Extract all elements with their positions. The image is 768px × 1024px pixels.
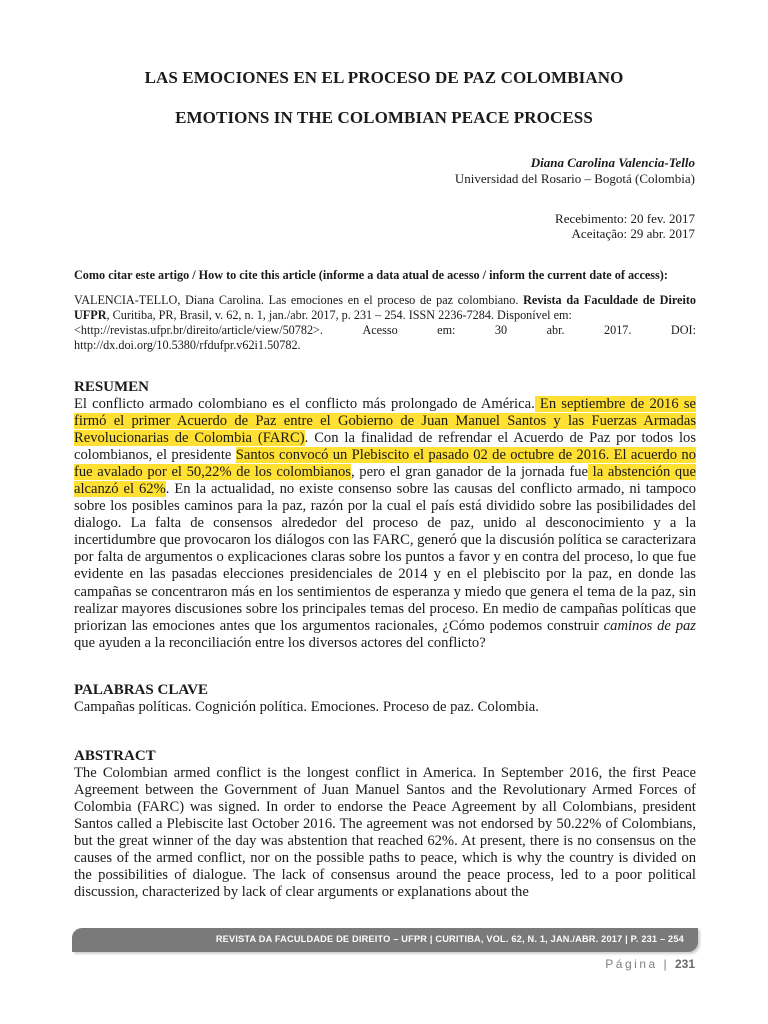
- abstract-text: The Colombian armed conflict is the longest conflict in America. In September 2016, the first Peace Agreement between the Government of Juan Manuel Santos and the Revolutionary Armed Forces of Colombia (FARC) was signed. In order to endorse the Peace Agreement by all Colombians, president Santos called a Plebiscite last October 2016. The agreement was not endorsed by 50.22% of Colombians, but the great winner of the day was abstention that reached 62%. At present, there is no consensus on the causes of the armed conflict, nor on the possible paths to peace, which is why the country is divided on the possibilities of dialogue. The lack of consensus around the peace process, led to a poor political discussion, characterized by lack of clear arguments or explanations about the: [74, 765, 696, 901]
- citation-word: abr.: [546, 323, 565, 337]
- resumen-section: [74, 378, 696, 652]
- resumen-text: El conflicto armado colombiano es el conflicto más prolongado de América.: [74, 396, 535, 412]
- page-label: Página |: [605, 957, 670, 971]
- citation-word: 30: [494, 323, 508, 337]
- resumen-text: , pero el gran ganador de la jornada fue: [350, 464, 588, 481]
- highlight-plebiscite: Santos convocó un Plebiscito el pasado 02 de octubre de 2016. El acuerdo no fue avalado por el 50,22% de los colombianos: [74, 447, 696, 481]
- citation-word: Acesso: [362, 323, 398, 337]
- resumen-heading: RESUMEN: [74, 379, 150, 395]
- title-spanish: LAS EMOCIONES EN EL PROCESO DE PAZ COLOMBIANO: [144, 68, 624, 87]
- abstract-heading: ABSTRACT: [74, 748, 156, 764]
- abstract-section: [74, 747, 696, 901]
- citation-part2: , Curitiba, PR, Brasil, v. 62, n. 1, jan./abr. 2017, p. 231 – 254. ISSN 2236-7284. Disponível em:: [106, 308, 572, 322]
- submission-dates: [555, 211, 695, 241]
- citation-url[interactable]: <http://revistas.ufpr.br/direito/article/view/50782>.: [74, 323, 323, 337]
- accepted-date: Aceitação: 29 abr. 2017: [571, 226, 695, 241]
- received-date: Recebimento: 20 fev. 2017: [555, 211, 695, 226]
- highlight-agreement: En septiembre de 2016 se firmó el primer Acuerdo de Paz entre el Gobierno de Juan Manuel Santos y las Fuerzas Armadas Revolucionarias de Colombia (FARC): [74, 396, 696, 447]
- resumen-text: que ayuden a la reconciliación entre los diversos actores del conflicto?: [74, 634, 486, 651]
- citation-reference: [74, 293, 696, 353]
- resumen-text: . Con la finalidad de refrendar el Acuerdo de Paz por todos los colombianos, el presidente: [74, 430, 697, 464]
- keywords-text: Campañas políticas. Cognición política. Emociones. Proceso de paz. Colombia.: [74, 699, 539, 715]
- citation-url-line: [74, 323, 696, 338]
- citation-word: em:: [437, 323, 456, 337]
- keywords-section: [74, 681, 696, 716]
- title-english: EMOTIONS IN THE COLOMBIAN PEACE PROCESS: [175, 108, 593, 127]
- resumen-body: [74, 396, 696, 652]
- journal-footer-text: REVISTA DA FACULDADE DE DIREITO – UFPR | CURITIBA, VOL. 62, N. 1, JAN./ABR. 2017 | P. 231 – 254: [215, 934, 684, 944]
- journal-footer-bar: [72, 928, 698, 952]
- citation-heading: Como citar este artigo / How to cite this article (informe a data atual de acesso / inform the current date of access):: [74, 268, 668, 282]
- author-name: Diana Carolina Valencia-Tello: [530, 155, 695, 170]
- highlight-abstention: la abstención que alcanzó el 62%: [74, 464, 696, 498]
- keywords-heading: PALABRAS CLAVE: [74, 682, 209, 698]
- page-number: [605, 957, 695, 971]
- citation-word: DOI:: [670, 323, 696, 337]
- citation-part1: VALENCIA-TELLO, Diana Carolina. Las emociones en el proceso de paz colombiano.: [74, 293, 524, 307]
- resumen-italic: caminos de paz: [603, 617, 696, 634]
- page-number-value: 231: [674, 957, 695, 971]
- citation-journal: Revista da Faculdade de Direito UFPR: [74, 293, 696, 322]
- citation-doi[interactable]: http://dx.doi.org/10.5380/rfdufpr.v62i1.50782.: [74, 338, 301, 352]
- author-affiliation: Universidad del Rosario – Bogotá (Colombia): [454, 171, 695, 186]
- citation-word: 2017.: [604, 323, 632, 337]
- resumen-text: . En la actualidad, no existe consenso sobre las causas del conflicto armado, ni tampoco sobre los posibles caminos para la paz, razón por la cual el país está dividido sobre las posibilidades del dialogo. La falta de consensos alrededor del proceso de paz, unido al desconocimiento y a la incertidumbre que provocaron los diálogos con las FARC, generó que la discusión política se caracterizara por falta de argumentos o explicaciones claras sobre los puntos a favor y en contra del proceso, lo que fue evidente en las pasadas elecciones presidenciales de 2014 y en el plebiscito por la paz, en donde las campañas se concentraron más en los sentimientos de esperanza y miedo que genera el tema de la paz, sin realizar mayores discusiones sobre los principales temas del proceso. En medio de campañas políticas que priorizan las emociones antes que los argumentos racionales, ¿Cómo podemos construir: [74, 481, 696, 634]
- author-block: [455, 155, 695, 187]
